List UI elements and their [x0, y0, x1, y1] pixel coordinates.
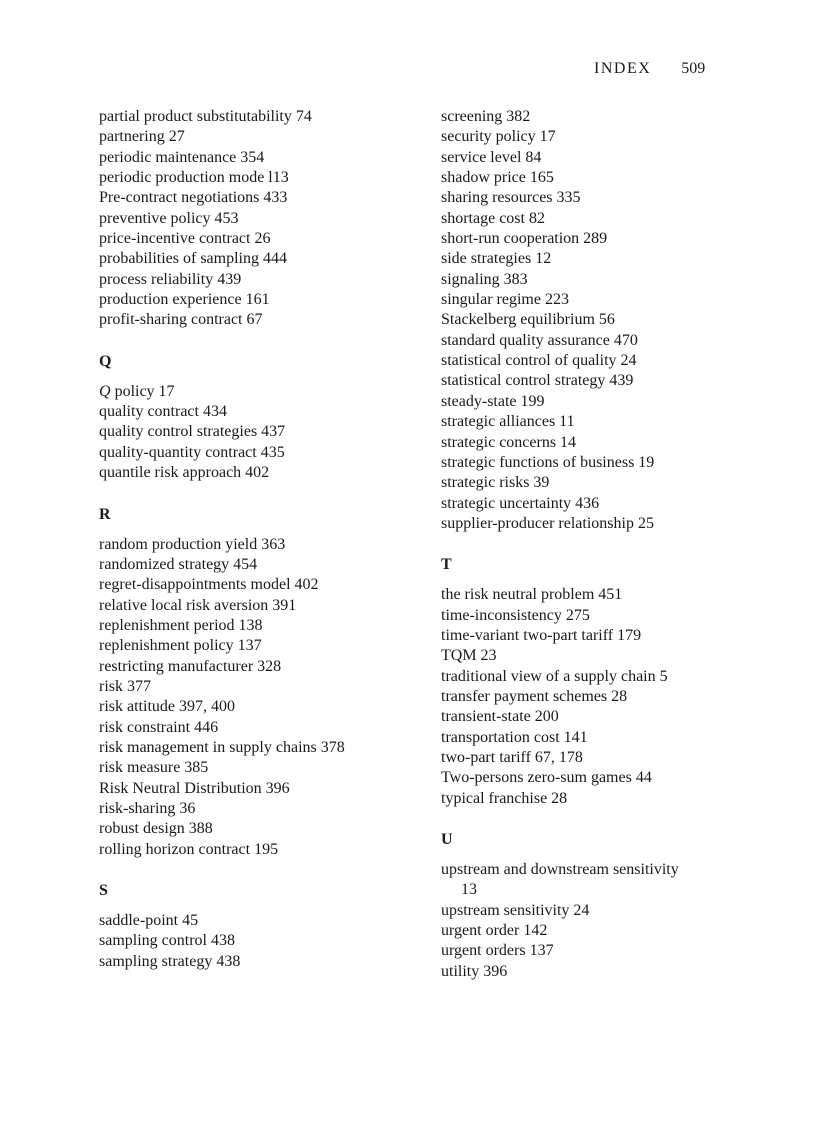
section-letter-t: T: [441, 556, 452, 574]
index-entry: periodic production mode l13: [99, 169, 289, 187]
index-entry: partial product substitutability 74: [99, 108, 312, 125]
index-entry: singular regime 223: [441, 291, 569, 309]
index-entry: replenishment period 138: [99, 616, 263, 634]
index-entry: supplier-producer relationship 25: [441, 514, 654, 532]
index-entry: steady-state 199: [441, 392, 545, 410]
index-entry: sampling strategy 438: [99, 952, 241, 970]
index-entry: security policy 17: [441, 128, 556, 146]
running-head-title: INDEX: [594, 60, 652, 77]
index-entry: traditional view of a supply chain 5: [441, 667, 668, 685]
index-entry: the risk neutral problem 451: [441, 586, 623, 604]
index-entry: statistical control strategy 439: [441, 372, 634, 390]
index-column-left: [99, 107, 399, 972]
index-entry: risk constraint 446: [99, 718, 219, 736]
index-entry: transportation cost 141: [441, 728, 588, 746]
index-entry: transient-state 200: [441, 708, 559, 726]
index-entry: risk 377: [99, 677, 151, 695]
index-entry: strategic uncertainty 436: [441, 494, 600, 512]
index-entry: shadow price 165: [441, 169, 554, 187]
index-column-right: [441, 107, 731, 982]
index-entry: urgent orders 137: [441, 942, 554, 960]
section-letter-r: R: [99, 505, 111, 523]
index-entry: profit-sharing contract 67: [99, 311, 263, 329]
page-number: 509: [681, 60, 706, 77]
index-entry: strategic concerns 14: [441, 433, 577, 451]
index-entry: price-incentive contract 26: [99, 230, 271, 248]
index-entry: Pre-contract negotiations 433: [99, 189, 288, 207]
index-entry: periodic maintenance 354: [99, 148, 265, 166]
index-entry: utility 396: [441, 962, 508, 980]
index-entry: preventive policy 453: [99, 209, 239, 227]
index-entry: statistical control of quality 24: [441, 352, 637, 370]
index-entry: screening 382: [441, 108, 531, 125]
index-entry: quantile risk approach 402: [99, 464, 270, 482]
index-entry: replenishment policy 137: [99, 637, 262, 655]
index-group-u: [441, 860, 731, 982]
index-entry: robust design 388: [99, 820, 213, 838]
index-group-q: [99, 382, 399, 484]
running-head: [594, 59, 705, 79]
index-entry: shortage cost 82: [441, 209, 545, 227]
index-entry: side strategies 12: [441, 250, 552, 268]
index-entry: TQM 23: [441, 647, 497, 665]
index-group-t: [441, 585, 731, 809]
entry-text: policy 17: [110, 382, 175, 400]
index-entry: short-run cooperation 289: [441, 230, 608, 248]
index-group-s: [99, 911, 399, 972]
index-entry: service level 84: [441, 148, 542, 166]
index-entry: quality control strategies 437: [99, 423, 286, 441]
index-entry: [99, 382, 399, 402]
index-entry: typical franchise 28: [441, 789, 568, 807]
index-entry: signaling 383: [441, 270, 528, 288]
index-entry: risk-sharing 36: [99, 799, 196, 817]
italic-symbol: Q: [99, 382, 111, 400]
index-group-s-continued: [441, 107, 731, 534]
index-entry: quality contract 434: [99, 403, 227, 421]
section-letter-q: Q: [99, 352, 112, 370]
index-entry: regret-disappointments model 402: [99, 576, 319, 594]
index-entry: saddle-point 45: [99, 912, 199, 929]
index-entry: risk measure 385: [99, 759, 209, 777]
index-entry: standard quality assurance 470: [441, 331, 638, 349]
section-letter-u: U: [441, 831, 453, 848]
index-entry: Stackelberg equilibrium 56: [441, 311, 615, 329]
index-entry: process reliability 439: [99, 270, 242, 288]
index-entry: sharing resources 335: [441, 189, 581, 207]
index-entry: partnering 27: [99, 128, 185, 146]
index-entry: risk attitude 397, 400: [99, 698, 235, 716]
index-entry: random production yield 363: [99, 535, 286, 553]
index-group-r: [99, 535, 399, 861]
index-entry: restricting manufacturer 328: [99, 657, 282, 675]
index-entry: upstream sensitivity 24: [441, 901, 590, 919]
index-entry: sampling control 438: [99, 932, 235, 950]
index-entry: randomized strategy 454: [99, 555, 258, 573]
index-entry: Risk Neutral Distribution 396: [99, 779, 290, 797]
index-entry: strategic risks 39: [441, 474, 550, 492]
index-entry: strategic functions of business 19: [441, 453, 655, 471]
index-entry: time-inconsistency 275: [441, 606, 590, 624]
index-entry: relative local risk aversion 391: [99, 596, 297, 614]
index-entry: upstream and downstream sensitivity 13: [441, 861, 679, 899]
index-entry: Two-persons zero-sum games 44: [441, 769, 652, 787]
index-entry: urgent order 142: [441, 922, 548, 940]
index-group-p: [99, 107, 399, 331]
index-entry: quality-quantity contract 435: [99, 443, 285, 461]
section-letter-s: S: [99, 882, 108, 899]
index-entry: risk management in supply chains 378: [99, 738, 345, 756]
index-entry: two-part tariff 67, 178: [441, 748, 583, 766]
index-entry: time-variant two-part tariff 179: [441, 626, 642, 644]
index-entry: production experience 161: [99, 291, 270, 309]
index-entry: rolling horizon contract 195: [99, 840, 279, 858]
index-entry: transfer payment schemes 28: [441, 687, 628, 705]
index-entry: strategic alliances 11: [441, 413, 575, 431]
index-entry: probabilities of sampling 444: [99, 250, 287, 268]
